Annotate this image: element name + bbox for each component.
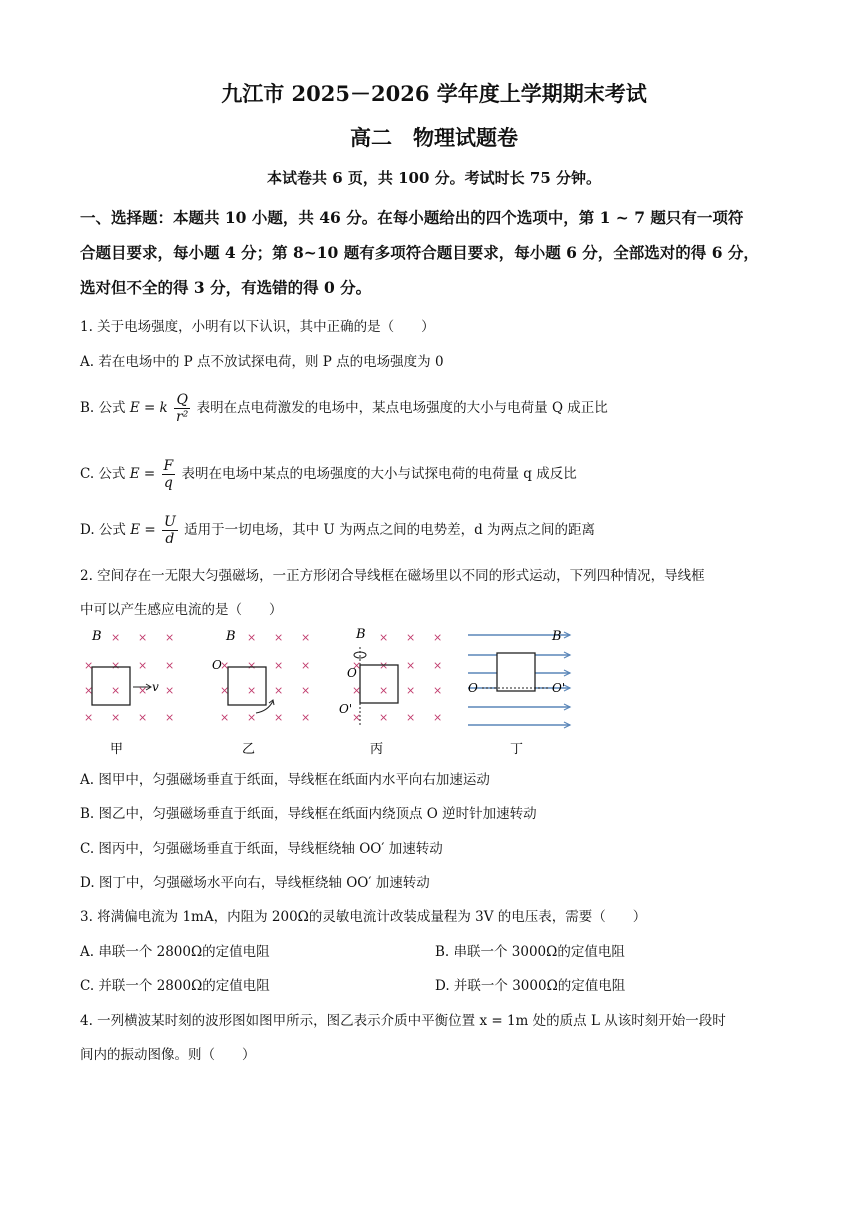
field-cross-icon: × [379, 711, 389, 724]
q2-stem-line-2: 中可以产生感应电流的是（ ） [80, 602, 283, 618]
magnetic-field-crosses [84, 631, 442, 724]
caption-jia: 甲 [110, 742, 124, 757]
label-o-bing: O [347, 666, 357, 680]
subject-title: 高二 物理试题卷 [350, 125, 518, 150]
field-cross-icon: × [433, 711, 443, 724]
rotation-arrow-yi [256, 701, 273, 713]
q3-option-c: C. 并联一个 2800Ω的定值电阻 [80, 978, 270, 994]
field-cross-icon: × [111, 711, 121, 724]
field-cross-icon: × [165, 631, 175, 644]
field-cross-icon: × [433, 684, 443, 697]
exam-title: 九江市 2025－2026 学年度上学期期末考试 [221, 81, 647, 106]
q1-d-fraction [162, 514, 178, 547]
q1-c-text: 表明在电场中某点的电场强度的大小与试探电荷的电荷量 q 成反比 [181, 466, 577, 482]
q1-d-text: 适用于一切电场，其中 U 为两点之间的电势差，d 为两点之间的距离 [184, 522, 596, 538]
label-b-ding: B [552, 629, 562, 644]
exam-info: 本试卷共 6 页，共 100 分。考试时长 75 分钟。 [267, 169, 601, 187]
figure-jia [91, 629, 159, 705]
q3-option-b: B. 串联一个 3000Ω的定值电阻 [435, 944, 625, 960]
field-cross-icon: × [165, 711, 175, 724]
figure-ding [468, 629, 570, 728]
q1-b-prefix: B. 公式 [80, 400, 126, 416]
frame-ding [497, 653, 535, 691]
field-cross-icon: × [111, 659, 121, 672]
field-cross-icon: × [247, 659, 257, 672]
q1-b-fraction [174, 392, 190, 425]
field-cross-icon: × [379, 684, 389, 697]
field-cross-icon: × [379, 631, 389, 644]
instructions-line-2: 合题目要求，每小题 4 分；第 8~10 题有多项符合题目要求，每小题 6 分，全部选对的得 6 分， [80, 243, 759, 262]
label-v: v [152, 680, 159, 694]
field-cross-icon: × [274, 659, 284, 672]
field-cross-icon: × [352, 659, 362, 672]
field-cross-icon: × [84, 684, 94, 697]
q2-option-d: D. 图丁中，匀强磁场水平向右，导线框绕轴 OO′ 加速转动 [80, 875, 430, 891]
field-cross-icon: × [379, 659, 389, 672]
field-cross-icon: × [301, 659, 311, 672]
field-cross-icon: × [352, 684, 362, 697]
q1-d-prefix: D. 公式 [80, 522, 126, 538]
q1-option-d [80, 514, 595, 547]
q3-stem: 3. 将满偏电流为 1mA，内阻为 200Ω的灵敏电流计改装成量程为 3V 的电压表，需要（ ） [80, 909, 647, 925]
field-cross-icon: × [220, 684, 230, 697]
field-cross-icon: × [220, 659, 230, 672]
field-cross-icon: × [274, 684, 284, 697]
q1-b-num: Q [176, 392, 188, 408]
field-cross-icon: × [433, 659, 443, 672]
field-cross-icon: × [352, 711, 362, 724]
q1-b-den: r² [176, 409, 189, 425]
field-cross-icon: × [84, 659, 94, 672]
q2-option-a: A. 图甲中，匀强磁场垂直于纸面，导线框在纸面内水平向右加速运动 [80, 772, 490, 788]
instructions-line-3: 选对但不全的得 3 分，有选错的得 0 分。 [80, 278, 372, 297]
instructions-line-1: 一、选择题：本题共 10 小题，共 46 分。在每小题给出的四个选项中，第 1 ~ 7 题只有一项符 [80, 208, 744, 227]
q1-d-den: d [165, 531, 175, 547]
q1-c-den: q [163, 475, 173, 491]
field-cross-icon: × [406, 631, 416, 644]
field-cross-icon: × [138, 711, 148, 724]
field-cross-icon: × [274, 631, 284, 644]
field-cross-icon: × [165, 684, 175, 697]
label-o-yi: O [212, 658, 222, 672]
label-o-prime-bing: O' [339, 702, 353, 716]
field-cross-icon: × [406, 659, 416, 672]
q1-c-fraction [162, 458, 176, 491]
q4-stem-line-1: 4. 一列横波某时刻的波形图如图甲所示，图乙表示介质中平衡位置 x = 1m 处的质点 L 从该时刻开始一段时 [80, 1013, 726, 1029]
label-o-prime-ding: O' [552, 681, 566, 695]
field-cross-icon: × [111, 631, 121, 644]
field-cross-icon: × [247, 684, 257, 697]
label-o-ding: O [468, 681, 478, 695]
field-cross-icon: × [138, 631, 148, 644]
caption-yi: 乙 [242, 742, 256, 757]
q1-option-a: A. 若在电场中的 P 点不放试探电荷，则 P 点的电场强度为 0 [80, 354, 444, 370]
field-cross-icon: × [220, 711, 230, 724]
label-b-jia: B [92, 629, 102, 644]
q1-c-formula: E = [129, 466, 156, 482]
q2-option-c: C. 图丙中，匀强磁场垂直于纸面，导线框绕轴 OO′ 加速转动 [80, 841, 443, 857]
field-cross-icon: × [247, 711, 257, 724]
caption-bing: 丙 [370, 742, 384, 757]
field-cross-icon: × [406, 684, 416, 697]
q1-c-prefix: C. 公式 [80, 466, 126, 482]
field-cross-icon: × [274, 711, 284, 724]
q1-c-num: F [163, 458, 174, 474]
q2-figures [70, 625, 610, 760]
field-cross-icon: × [301, 711, 311, 724]
field-cross-icon: × [111, 684, 121, 697]
label-b-yi: B [226, 629, 236, 644]
field-cross-icon: × [433, 631, 443, 644]
field-cross-icon: × [165, 659, 175, 672]
q3-option-d: D. 并联一个 3000Ω的定值电阻 [435, 978, 626, 994]
q2-stem-line-1: 2. 空间存在一无限大匀强磁场，一正方形闭合导线框在磁场里以不同的形式运动，下列四种情况，导线框 [80, 568, 705, 584]
field-cross-icon: × [301, 631, 311, 644]
q1-b-formula: E = k [129, 400, 168, 416]
q2-figure-svg [70, 625, 610, 760]
q4-stem-line-2: 间内的振动图像。则（ ） [80, 1047, 256, 1063]
caption-ding: 丁 [510, 742, 524, 757]
field-cross-icon: × [301, 684, 311, 697]
field-cross-icon: × [84, 711, 94, 724]
figure-yi [212, 629, 274, 713]
q1-stem: 1. 关于电场强度，小明有以下认识，其中正确的是（ ） [80, 319, 435, 335]
section-instructions [80, 200, 800, 305]
q1-b-text: 表明在点电荷激发的电场中，某点电场强度的大小与电荷量 Q 成正比 [196, 400, 608, 416]
figure-bing [339, 627, 398, 725]
field-cross-icon: × [406, 711, 416, 724]
q1-option-c [80, 458, 577, 491]
field-cross-icon: × [138, 684, 148, 697]
field-cross-icon: × [247, 631, 257, 644]
q1-option-b [80, 392, 608, 425]
q1-d-num: U [164, 514, 176, 530]
label-b-bing: B [356, 627, 366, 642]
q2-option-b: B. 图乙中，匀强磁场垂直于纸面，导线框在纸面内绕顶点 O 逆时针加速转动 [80, 806, 537, 822]
q1-d-formula: E = [130, 522, 156, 538]
q3-option-a: A. 串联一个 2800Ω的定值电阻 [80, 944, 270, 960]
field-cross-icon: × [138, 659, 148, 672]
